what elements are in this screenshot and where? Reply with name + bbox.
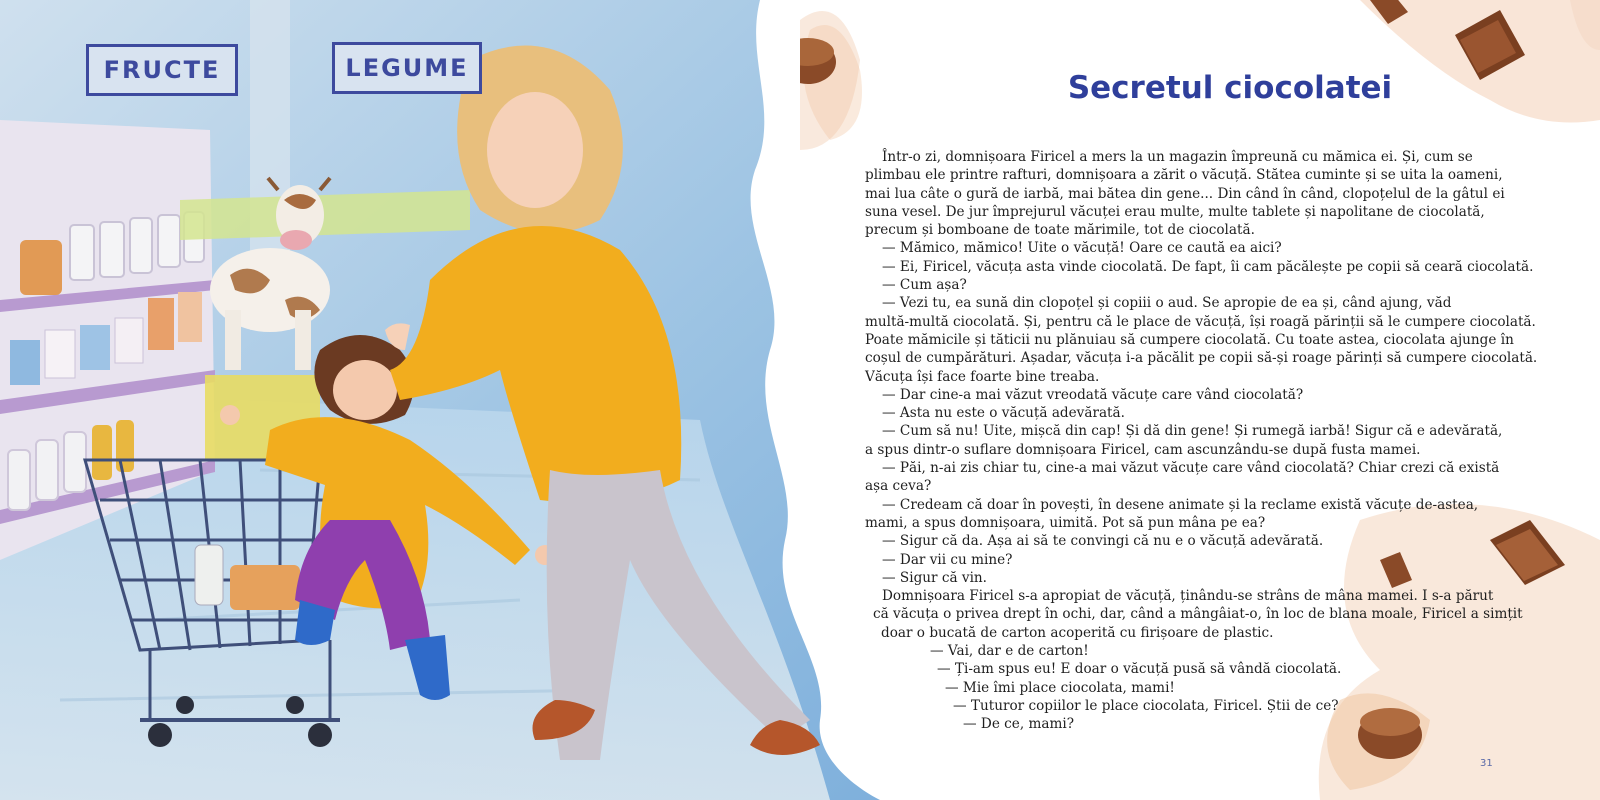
- dialogue-line: — Ei, Firicel, văcuța asta vinde ciocolată. De fapt, îi cam păcălește pe copii să ceară ciocolată.: [882, 258, 1534, 275]
- dialogue-line: — Vezi tu, ea sună din clopoțel și copiii o aud. Se apropie de ea și, când ajung, văd: [882, 295, 1452, 312]
- dialogue-line: — Asta nu este o văcuță adevărată.: [882, 405, 1125, 422]
- story-body: [865, 148, 1538, 734]
- paragraph-line: coșul de cumpărături. Așadar, văcuța i-a păcălit pe copii să-și roage părinți să cumpere ciocolată.: [865, 350, 1538, 367]
- dialogue-line: — Tuturor copiilor le place ciocolata, Firicel. Știi de ce?: [953, 697, 1339, 714]
- dialogue-line: — Credeam că doar în povești, în desene animate și la reclame există văcuțe de-astea,: [882, 496, 1479, 513]
- dialogue-line: — Mămico, mămico! Uite o văcuță! Oare ce caută ea aici?: [882, 240, 1282, 257]
- dialogue-line: — Mie îmi place ciocolata, mami!: [945, 679, 1175, 696]
- paragraph-line: așa ceva?: [865, 478, 932, 495]
- dialogue-line: — Sigur că da. Așa ai să te convingi că nu e o văcuță adevărată.: [882, 533, 1324, 550]
- dialogue-line: — Păi, n-ai zis chiar tu, cine-a mai văzut văcuțe care vând ciocolată? Chiar crezi că există: [882, 460, 1500, 477]
- dialogue-line: — Dar vii cu mine?: [882, 551, 1013, 568]
- text-page: [800, 0, 1600, 800]
- paragraph-line: doar o bucată de carton acoperită cu firișoare de plastic.: [881, 624, 1274, 641]
- paragraph-line: precum și bomboane de toate mărimile, tot de ciocolată.: [865, 222, 1255, 239]
- paragraph-line: plimbau ele printre rafturi, domnișoara a zărit o văcuță. Stătea cuminte și se uita la oameni,: [865, 167, 1503, 184]
- page-number: 31: [1480, 758, 1493, 769]
- dialogue-line: — De ce, mami?: [963, 716, 1075, 733]
- paragraph-line: Domnișoara Firicel s-a apropiat de văcuță, ținându-se strâns de mâna mamei. I s-a părut: [882, 588, 1494, 605]
- dialogue-line: — Dar cine-a mai văzut vreodată văcuțe care vând ciocolată?: [882, 386, 1304, 403]
- paragraph-line: Poate mămicile și tăticii nu plănuiau să cumpere ciocolată. Cu toate astea, ciocolata ajunge în: [865, 331, 1514, 348]
- sign-fructe: FRUCTE: [86, 44, 238, 96]
- paragraph-line: a spus dintr-o suflare domnișoara Firicel, cam ascunzându-se după fusta mamei.: [865, 441, 1421, 458]
- dialogue-line: — Vai, dar e de carton!: [930, 643, 1089, 660]
- dialogue-line: — Cum așa?: [882, 277, 967, 294]
- sign-legume: LEGUME: [332, 42, 482, 94]
- dialogue-line: — Sigur că vin.: [882, 569, 987, 586]
- paragraph-line: Într-o zi, domnișoara Firicel a mers la un magazin împreună cu mămica ei. Și, cum se: [882, 149, 1473, 165]
- paragraph-line: mai lua câte o gură de iarbă, mai bătea din gene... Din când în când, clopoțelul de la gâtul ei: [865, 185, 1505, 202]
- paragraph-line: Văcuța își face foarte bine treaba.: [865, 368, 1100, 385]
- paragraph-line: multă-multă ciocolată. Și, pentru că le place de văcuță, își roagă părinții să le cumpere ciocolată.: [865, 313, 1536, 330]
- paragraph-line: suna vesel. De jur împrejurul văcuței erau multe, multe tablete și napolitane de ciocolată,: [865, 203, 1485, 220]
- story-title: Secretul ciocolatei: [1067, 70, 1393, 106]
- dialogue-line: — Ți-am spus eu! E doar o văcuță pusă să vândă ciocolată.: [937, 661, 1342, 678]
- dialogue-line: — Cum să nu! Uite, mișcă din cap! Și dă din gene! Și rumegă iarbă! Sigur că e adevărată,: [882, 423, 1503, 440]
- paragraph-line: mami, a spus domnișoara, uimită. Pot să pun mâna pe ea?: [865, 514, 1266, 531]
- paragraph-line: că văcuța o privea drept în ochi, dar, când a mângâiat-o, în loc de blana moale, Firicel a simțit: [873, 606, 1523, 623]
